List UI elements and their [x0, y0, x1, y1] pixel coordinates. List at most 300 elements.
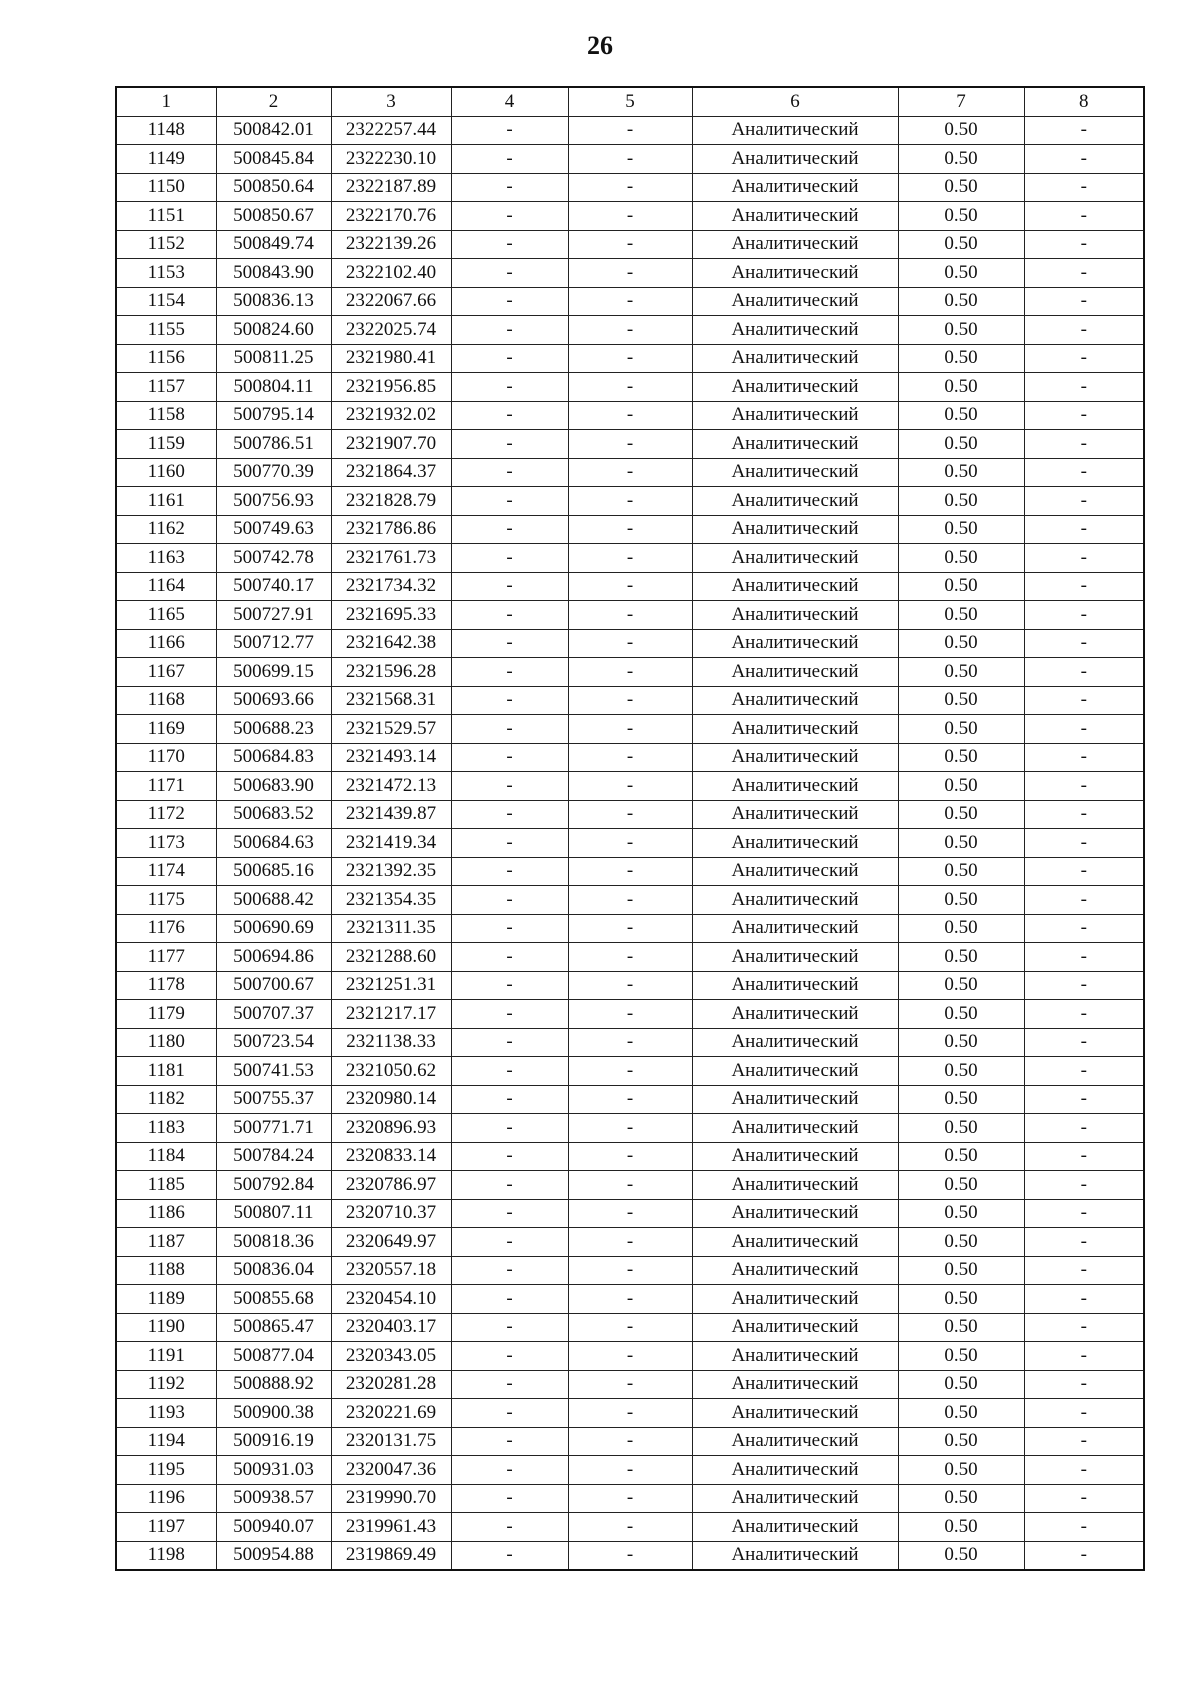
- method-cell: Аналитический: [692, 943, 898, 972]
- method-cell: Аналитический: [692, 1171, 898, 1200]
- y-coordinate-cell: 2321529.57: [331, 715, 451, 744]
- method-cell: Аналитический: [692, 515, 898, 544]
- x-coordinate-cell: 500694.86: [216, 943, 331, 972]
- col5-cell: -: [568, 1171, 692, 1200]
- col8-cell: -: [1024, 1285, 1144, 1314]
- col8-cell: -: [1024, 1313, 1144, 1342]
- table-row: [116, 1313, 1144, 1342]
- y-coordinate-cell: 2321956.85: [331, 373, 451, 402]
- y-coordinate-cell: 2320047.36: [331, 1456, 451, 1485]
- x-coordinate-cell: 500845.84: [216, 145, 331, 174]
- col5-cell: -: [568, 1028, 692, 1057]
- col4-cell: -: [451, 1085, 568, 1114]
- point-number-cell: 1185: [116, 1171, 216, 1200]
- method-cell: Аналитический: [692, 1427, 898, 1456]
- y-coordinate-cell: 2319990.70: [331, 1484, 451, 1513]
- col8-cell: -: [1024, 572, 1144, 601]
- col8-cell: -: [1024, 1484, 1144, 1513]
- x-coordinate-cell: 500723.54: [216, 1028, 331, 1057]
- col4-cell: -: [451, 373, 568, 402]
- x-coordinate-cell: 500712.77: [216, 629, 331, 658]
- x-coordinate-cell: 500900.38: [216, 1399, 331, 1428]
- point-number-cell: 1179: [116, 1000, 216, 1029]
- col8-cell: -: [1024, 1057, 1144, 1086]
- col8-cell: -: [1024, 373, 1144, 402]
- col8-cell: -: [1024, 971, 1144, 1000]
- column-header: 3: [331, 87, 451, 116]
- col5-cell: -: [568, 1085, 692, 1114]
- accuracy-cell: 0.50: [898, 401, 1024, 430]
- y-coordinate-cell: 2321472.13: [331, 772, 451, 801]
- accuracy-cell: 0.50: [898, 487, 1024, 516]
- x-coordinate-cell: 500842.01: [216, 116, 331, 145]
- col5-cell: -: [568, 772, 692, 801]
- col8-cell: -: [1024, 458, 1144, 487]
- point-number-cell: 1163: [116, 544, 216, 573]
- method-cell: Аналитический: [692, 601, 898, 630]
- accuracy-cell: 0.50: [898, 1399, 1024, 1428]
- col4-cell: -: [451, 1541, 568, 1570]
- point-number-cell: 1162: [116, 515, 216, 544]
- point-number-cell: 1150: [116, 173, 216, 202]
- accuracy-cell: 0.50: [898, 1028, 1024, 1057]
- point-number-cell: 1187: [116, 1228, 216, 1257]
- col4-cell: -: [451, 259, 568, 288]
- point-number-cell: 1186: [116, 1199, 216, 1228]
- method-cell: Аналитический: [692, 145, 898, 174]
- accuracy-cell: 0.50: [898, 886, 1024, 915]
- table-row: [116, 544, 1144, 573]
- col4-cell: -: [451, 230, 568, 259]
- col5-cell: -: [568, 373, 692, 402]
- table-row: [116, 1513, 1144, 1542]
- col4-cell: -: [451, 857, 568, 886]
- col5-cell: -: [568, 259, 692, 288]
- accuracy-cell: 0.50: [898, 316, 1024, 345]
- col8-cell: -: [1024, 1000, 1144, 1029]
- col4-cell: -: [451, 1370, 568, 1399]
- col5-cell: -: [568, 743, 692, 772]
- x-coordinate-cell: 500683.90: [216, 772, 331, 801]
- accuracy-cell: 0.50: [898, 772, 1024, 801]
- col4-cell: -: [451, 287, 568, 316]
- accuracy-cell: 0.50: [898, 544, 1024, 573]
- col5-cell: -: [568, 1484, 692, 1513]
- accuracy-cell: 0.50: [898, 430, 1024, 459]
- point-number-cell: 1165: [116, 601, 216, 630]
- x-coordinate-cell: 500877.04: [216, 1342, 331, 1371]
- col4-cell: -: [451, 629, 568, 658]
- col5-cell: -: [568, 715, 692, 744]
- x-coordinate-cell: 500850.67: [216, 202, 331, 231]
- table-row: [116, 515, 1144, 544]
- x-coordinate-cell: 500888.92: [216, 1370, 331, 1399]
- point-number-cell: 1158: [116, 401, 216, 430]
- col5-cell: -: [568, 857, 692, 886]
- x-coordinate-cell: 500690.69: [216, 914, 331, 943]
- x-coordinate-cell: 500849.74: [216, 230, 331, 259]
- point-number-cell: 1157: [116, 373, 216, 402]
- y-coordinate-cell: 2321642.38: [331, 629, 451, 658]
- col8-cell: -: [1024, 1142, 1144, 1171]
- y-coordinate-cell: 2322139.26: [331, 230, 451, 259]
- col5-cell: -: [568, 943, 692, 972]
- method-cell: Аналитический: [692, 1256, 898, 1285]
- accuracy-cell: 0.50: [898, 1285, 1024, 1314]
- col4-cell: -: [451, 572, 568, 601]
- accuracy-cell: 0.50: [898, 601, 1024, 630]
- accuracy-cell: 0.50: [898, 230, 1024, 259]
- point-number-cell: 1177: [116, 943, 216, 972]
- col8-cell: -: [1024, 1114, 1144, 1143]
- col8-cell: -: [1024, 886, 1144, 915]
- col5-cell: -: [568, 1399, 692, 1428]
- point-number-cell: 1156: [116, 344, 216, 373]
- y-coordinate-cell: 2320833.14: [331, 1142, 451, 1171]
- col5-cell: -: [568, 1285, 692, 1314]
- x-coordinate-cell: 500693.66: [216, 686, 331, 715]
- col4-cell: -: [451, 1228, 568, 1257]
- point-number-cell: 1149: [116, 145, 216, 174]
- col4-cell: -: [451, 173, 568, 202]
- x-coordinate-cell: 500727.91: [216, 601, 331, 630]
- point-number-cell: 1190: [116, 1313, 216, 1342]
- accuracy-cell: 0.50: [898, 145, 1024, 174]
- col5-cell: -: [568, 202, 692, 231]
- col4-cell: -: [451, 116, 568, 145]
- y-coordinate-cell: 2320896.93: [331, 1114, 451, 1143]
- table-header-row: [116, 87, 1144, 116]
- y-coordinate-cell: 2320221.69: [331, 1399, 451, 1428]
- accuracy-cell: 0.50: [898, 829, 1024, 858]
- col8-cell: -: [1024, 287, 1144, 316]
- x-coordinate-cell: 500688.42: [216, 886, 331, 915]
- accuracy-cell: 0.50: [898, 1057, 1024, 1086]
- accuracy-cell: 0.50: [898, 1228, 1024, 1257]
- col8-cell: -: [1024, 1171, 1144, 1200]
- table-row: [116, 1114, 1144, 1143]
- col5-cell: -: [568, 1228, 692, 1257]
- method-cell: Аналитический: [692, 1399, 898, 1428]
- col8-cell: -: [1024, 715, 1144, 744]
- method-cell: Аналитический: [692, 1456, 898, 1485]
- col4-cell: -: [451, 914, 568, 943]
- col5-cell: -: [568, 800, 692, 829]
- col4-cell: -: [451, 487, 568, 516]
- table-row: [116, 1085, 1144, 1114]
- col8-cell: -: [1024, 1370, 1144, 1399]
- method-cell: Аналитический: [692, 1057, 898, 1086]
- x-coordinate-cell: 500771.71: [216, 1114, 331, 1143]
- point-number-cell: 1171: [116, 772, 216, 801]
- point-number-cell: 1154: [116, 287, 216, 316]
- point-number-cell: 1172: [116, 800, 216, 829]
- table-row: [116, 971, 1144, 1000]
- accuracy-cell: 0.50: [898, 373, 1024, 402]
- table-row: [116, 316, 1144, 345]
- col4-cell: -: [451, 800, 568, 829]
- x-coordinate-cell: 500683.52: [216, 800, 331, 829]
- col5-cell: -: [568, 829, 692, 858]
- col5-cell: -: [568, 1000, 692, 1029]
- point-number-cell: 1151: [116, 202, 216, 231]
- point-number-cell: 1191: [116, 1342, 216, 1371]
- x-coordinate-cell: 500824.60: [216, 316, 331, 345]
- col8-cell: -: [1024, 601, 1144, 630]
- x-coordinate-cell: 500756.93: [216, 487, 331, 516]
- method-cell: Аналитический: [692, 173, 898, 202]
- col8-cell: -: [1024, 914, 1144, 943]
- accuracy-cell: 0.50: [898, 1142, 1024, 1171]
- y-coordinate-cell: 2322257.44: [331, 116, 451, 145]
- point-number-cell: 1153: [116, 259, 216, 288]
- col5-cell: -: [568, 601, 692, 630]
- method-cell: Аналитический: [692, 1028, 898, 1057]
- col5-cell: -: [568, 401, 692, 430]
- col4-cell: -: [451, 772, 568, 801]
- col8-cell: -: [1024, 943, 1144, 972]
- col8-cell: -: [1024, 772, 1144, 801]
- accuracy-cell: 0.50: [898, 857, 1024, 886]
- x-coordinate-cell: 500795.14: [216, 401, 331, 430]
- table-row: [116, 1199, 1144, 1228]
- col5-cell: -: [568, 914, 692, 943]
- col4-cell: -: [451, 1399, 568, 1428]
- accuracy-cell: 0.50: [898, 259, 1024, 288]
- table-row: [116, 145, 1144, 174]
- col4-cell: -: [451, 430, 568, 459]
- col5-cell: -: [568, 629, 692, 658]
- method-cell: Аналитический: [692, 1285, 898, 1314]
- col8-cell: -: [1024, 145, 1144, 174]
- accuracy-cell: 0.50: [898, 1085, 1024, 1114]
- y-coordinate-cell: 2319869.49: [331, 1541, 451, 1570]
- y-coordinate-cell: 2321311.35: [331, 914, 451, 943]
- col5-cell: -: [568, 1342, 692, 1371]
- col5-cell: -: [568, 230, 692, 259]
- col5-cell: -: [568, 344, 692, 373]
- col4-cell: -: [451, 1057, 568, 1086]
- y-coordinate-cell: 2321288.60: [331, 943, 451, 972]
- col8-cell: -: [1024, 1028, 1144, 1057]
- method-cell: Аналитический: [692, 202, 898, 231]
- y-coordinate-cell: 2321828.79: [331, 487, 451, 516]
- point-number-cell: 1160: [116, 458, 216, 487]
- method-cell: Аналитический: [692, 1313, 898, 1342]
- y-coordinate-cell: 2321786.86: [331, 515, 451, 544]
- y-coordinate-cell: 2322025.74: [331, 316, 451, 345]
- x-coordinate-cell: 500684.83: [216, 743, 331, 772]
- accuracy-cell: 0.50: [898, 629, 1024, 658]
- col4-cell: -: [451, 1199, 568, 1228]
- y-coordinate-cell: 2321419.34: [331, 829, 451, 858]
- table-row: [116, 886, 1144, 915]
- x-coordinate-cell: 500850.64: [216, 173, 331, 202]
- col4-cell: -: [451, 943, 568, 972]
- col8-cell: -: [1024, 1513, 1144, 1542]
- point-number-cell: 1173: [116, 829, 216, 858]
- col4-cell: -: [451, 1171, 568, 1200]
- y-coordinate-cell: 2320281.28: [331, 1370, 451, 1399]
- x-coordinate-cell: 500749.63: [216, 515, 331, 544]
- x-coordinate-cell: 500938.57: [216, 1484, 331, 1513]
- method-cell: Аналитический: [692, 1228, 898, 1257]
- accuracy-cell: 0.50: [898, 572, 1024, 601]
- col8-cell: -: [1024, 173, 1144, 202]
- method-cell: Аналитический: [692, 1199, 898, 1228]
- col5-cell: -: [568, 1456, 692, 1485]
- col4-cell: -: [451, 1142, 568, 1171]
- accuracy-cell: 0.50: [898, 800, 1024, 829]
- x-coordinate-cell: 500865.47: [216, 1313, 331, 1342]
- y-coordinate-cell: 2321980.41: [331, 344, 451, 373]
- accuracy-cell: 0.50: [898, 173, 1024, 202]
- table-row: [116, 772, 1144, 801]
- col8-cell: -: [1024, 544, 1144, 573]
- table-row: [116, 1541, 1144, 1570]
- column-header: 1: [116, 87, 216, 116]
- col4-cell: -: [451, 1484, 568, 1513]
- col4-cell: -: [451, 1427, 568, 1456]
- point-number-cell: 1180: [116, 1028, 216, 1057]
- col4-cell: -: [451, 658, 568, 687]
- col8-cell: -: [1024, 1256, 1144, 1285]
- col5-cell: -: [568, 1199, 692, 1228]
- accuracy-cell: 0.50: [898, 1342, 1024, 1371]
- point-number-cell: 1184: [116, 1142, 216, 1171]
- col8-cell: -: [1024, 1085, 1144, 1114]
- method-cell: Аналитический: [692, 629, 898, 658]
- column-header: 7: [898, 87, 1024, 116]
- col5-cell: -: [568, 1370, 692, 1399]
- x-coordinate-cell: 500836.13: [216, 287, 331, 316]
- table-row: [116, 230, 1144, 259]
- point-number-cell: 1155: [116, 316, 216, 345]
- x-coordinate-cell: 500688.23: [216, 715, 331, 744]
- col5-cell: -: [568, 1513, 692, 1542]
- table-body: [116, 116, 1144, 1570]
- col4-cell: -: [451, 601, 568, 630]
- table-row: [116, 458, 1144, 487]
- col5-cell: -: [568, 1313, 692, 1342]
- method-cell: Аналитический: [692, 1541, 898, 1570]
- col5-cell: -: [568, 544, 692, 573]
- point-number-cell: 1152: [116, 230, 216, 259]
- col8-cell: -: [1024, 800, 1144, 829]
- col5-cell: -: [568, 458, 692, 487]
- method-cell: Аналитический: [692, 857, 898, 886]
- method-cell: Аналитический: [692, 829, 898, 858]
- table-row: [116, 287, 1144, 316]
- method-cell: Аналитический: [692, 1000, 898, 1029]
- point-number-cell: 1197: [116, 1513, 216, 1542]
- col8-cell: -: [1024, 344, 1144, 373]
- table-row: [116, 800, 1144, 829]
- table-row: [116, 1342, 1144, 1371]
- accuracy-cell: 0.50: [898, 1171, 1024, 1200]
- accuracy-cell: 0.50: [898, 743, 1024, 772]
- accuracy-cell: 0.50: [898, 1456, 1024, 1485]
- x-coordinate-cell: 500740.17: [216, 572, 331, 601]
- x-coordinate-cell: 500804.11: [216, 373, 331, 402]
- table-row: [116, 430, 1144, 459]
- accuracy-cell: 0.50: [898, 1370, 1024, 1399]
- accuracy-cell: 0.50: [898, 1541, 1024, 1570]
- method-cell: Аналитический: [692, 658, 898, 687]
- col5-cell: -: [568, 572, 692, 601]
- accuracy-cell: 0.50: [898, 1313, 1024, 1342]
- y-coordinate-cell: 2321439.87: [331, 800, 451, 829]
- col4-cell: -: [451, 515, 568, 544]
- table-row: [116, 1028, 1144, 1057]
- y-coordinate-cell: 2321932.02: [331, 401, 451, 430]
- accuracy-cell: 0.50: [898, 202, 1024, 231]
- point-number-cell: 1175: [116, 886, 216, 915]
- table-row: [116, 686, 1144, 715]
- y-coordinate-cell: 2321493.14: [331, 743, 451, 772]
- col8-cell: -: [1024, 658, 1144, 687]
- method-cell: Аналитический: [692, 686, 898, 715]
- method-cell: Аналитический: [692, 1085, 898, 1114]
- col5-cell: -: [568, 116, 692, 145]
- method-cell: Аналитический: [692, 373, 898, 402]
- accuracy-cell: 0.50: [898, 1199, 1024, 1228]
- x-coordinate-cell: 500770.39: [216, 458, 331, 487]
- accuracy-cell: 0.50: [898, 686, 1024, 715]
- method-cell: Аналитический: [692, 316, 898, 345]
- y-coordinate-cell: 2321864.37: [331, 458, 451, 487]
- col4-cell: -: [451, 1000, 568, 1029]
- col5-cell: -: [568, 658, 692, 687]
- col8-cell: -: [1024, 401, 1144, 430]
- accuracy-cell: 0.50: [898, 1256, 1024, 1285]
- point-number-cell: 1168: [116, 686, 216, 715]
- x-coordinate-cell: 500784.24: [216, 1142, 331, 1171]
- col8-cell: -: [1024, 743, 1144, 772]
- column-header: 8: [1024, 87, 1144, 116]
- col5-cell: -: [568, 1142, 692, 1171]
- x-coordinate-cell: 500855.68: [216, 1285, 331, 1314]
- col8-cell: -: [1024, 1342, 1144, 1371]
- point-number-cell: 1198: [116, 1541, 216, 1570]
- point-number-cell: 1164: [116, 572, 216, 601]
- table-row: [116, 1256, 1144, 1285]
- x-coordinate-cell: 500707.37: [216, 1000, 331, 1029]
- col4-cell: -: [451, 1028, 568, 1057]
- y-coordinate-cell: 2321138.33: [331, 1028, 451, 1057]
- accuracy-cell: 0.50: [898, 943, 1024, 972]
- accuracy-cell: 0.50: [898, 1513, 1024, 1542]
- method-cell: Аналитический: [692, 344, 898, 373]
- accuracy-cell: 0.50: [898, 715, 1024, 744]
- point-number-cell: 1159: [116, 430, 216, 459]
- method-cell: Аналитический: [692, 1142, 898, 1171]
- table-row: [116, 116, 1144, 145]
- col5-cell: -: [568, 515, 692, 544]
- column-header: 2: [216, 87, 331, 116]
- point-number-cell: 1188: [116, 1256, 216, 1285]
- accuracy-cell: 0.50: [898, 287, 1024, 316]
- col4-cell: -: [451, 1256, 568, 1285]
- x-coordinate-cell: 500685.16: [216, 857, 331, 886]
- col4-cell: -: [451, 1342, 568, 1371]
- col8-cell: -: [1024, 487, 1144, 516]
- y-coordinate-cell: 2320980.14: [331, 1085, 451, 1114]
- y-coordinate-cell: 2321695.33: [331, 601, 451, 630]
- method-cell: Аналитический: [692, 743, 898, 772]
- y-coordinate-cell: 2320454.10: [331, 1285, 451, 1314]
- point-number-cell: 1148: [116, 116, 216, 145]
